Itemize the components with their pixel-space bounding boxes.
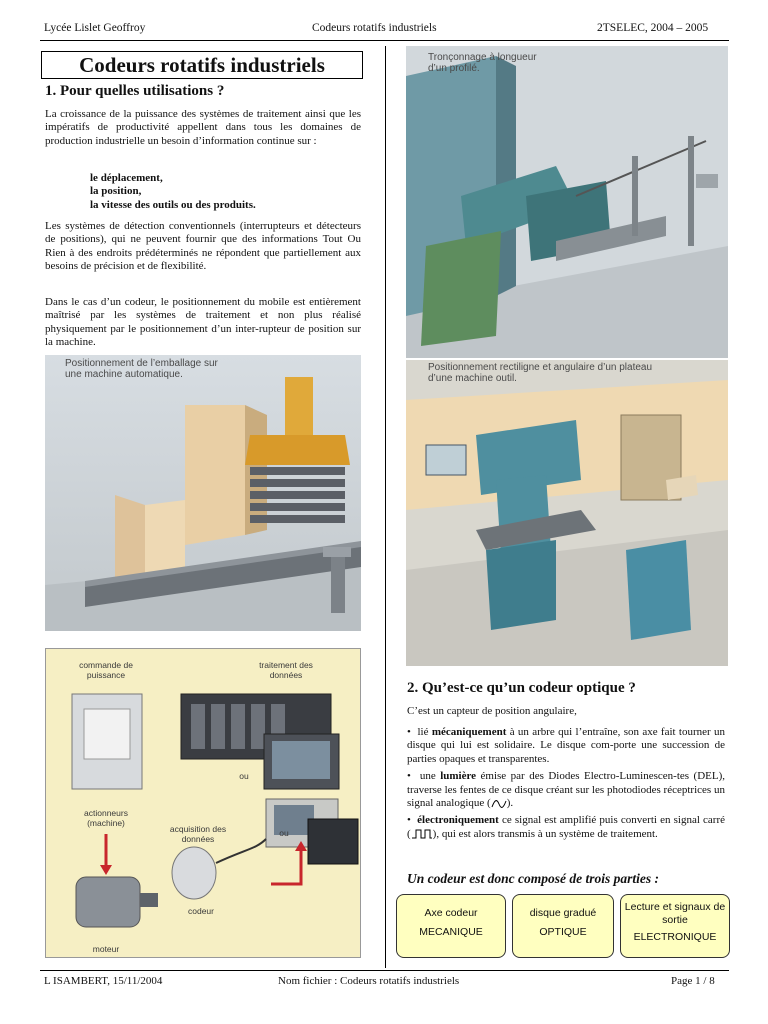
- square-signal-icon: [411, 829, 433, 839]
- label-or-1: ou: [239, 771, 249, 781]
- needs-list: [90, 172, 256, 212]
- list-item: la position,: [90, 185, 142, 198]
- label-encoder: codeur: [188, 906, 214, 916]
- label-actuators: actionneurs (machine): [84, 808, 128, 828]
- automation-chain-diagram: [45, 648, 361, 958]
- section1-paragraph3: Dans le cas d’un codeur, le positionnement du mobile est entièrement maîtrisé par les systèmes de traitement et non plus réalisé physiquement par le positionnement d’un inter-rupteur de position sur la machine.: [45, 296, 361, 349]
- bullet-electronic: • électroniquement ce signal est amplifié puis converti en signal carré ( ), qui est alors transmis à un système de traitement.: [407, 814, 725, 840]
- section2-intro: C’est un capteur de position angulaire,: [407, 705, 577, 717]
- analog-signal-icon: [491, 799, 507, 809]
- section1-paragraph1: La croissance de la puissance des systèmes de traitement ainsi que les impératifs de productivité appellent dans tous les domaines de production industrielle un besoin d’information continue sur :: [45, 108, 361, 147]
- bullet-optical: • une lumière émise par des Diodes Electro-Luminescen-tes (DEL), traverse les fentes de ce disque créant sur les photodiodes réceptrices un signal analogique ( ).: [407, 770, 725, 810]
- footer-rule: [40, 970, 729, 971]
- milling-caption: Positionnement rectiligne et angulaire d’un plateau d’une machine outil.: [428, 362, 653, 384]
- header-rule: [40, 40, 729, 41]
- label-data-processing: traitement des données: [259, 660, 313, 680]
- section1-paragraph2: Les systèmes de détection conventionnels (interrupteurs et détecteurs de positions), qui ne peuvent fournir que des informations Tout Ou Rien à des endroits prédéterminés ne répondent que partiellement aux besoins de précision et de flexibilité.: [45, 220, 361, 273]
- footer-filename: Nom fichier : Codeurs rotatifs industriels: [278, 975, 460, 987]
- footer-page-number: Page 1 / 8: [671, 975, 715, 987]
- header-school: Lycée Lislet Geoffroy: [44, 22, 146, 34]
- bullet-mechanical: • lié mécaniquement à un arbre qui l’entraîne, son axe fait tourner un disque qui lui est solidaire. Le disque com-porte une succession de parties opaques et transparentes.: [407, 726, 725, 765]
- list-item: la vitesse des outils ou des produits.: [90, 198, 256, 211]
- packaging-machine-illustration: [45, 355, 361, 631]
- label-power-control: commande de puissance: [79, 660, 133, 680]
- milling-machine-illustration: [406, 360, 728, 666]
- part-mechanical-axis: Axe codeur MECANIQUE: [396, 894, 506, 958]
- label-motor: moteur: [92, 944, 120, 954]
- header-class-year: 2TSELEC, 2004 – 2005: [597, 22, 709, 34]
- list-item: le déplacement,: [90, 172, 163, 184]
- cutting-caption: Tronçonnage à longueur d’un profilé.: [428, 52, 537, 74]
- footer-author-date: L ISAMBERT, 15/11/2004: [44, 975, 163, 987]
- section1-heading: 1. Pour quelles utilisations ?: [45, 83, 225, 99]
- label-data-acquisition: acquisition des données: [169, 824, 227, 844]
- part-electronic-readout: Lecture et signaux de sortie ELECTRONIQUE: [620, 894, 730, 958]
- encoder-principle-list: [407, 726, 725, 845]
- page-title: Codeurs rotatifs industriels: [41, 51, 363, 79]
- summary-statement: Un codeur est donc composé de trois parties :: [407, 871, 659, 886]
- profile-cutting-illustration: [406, 46, 728, 358]
- label-or-2: ou: [279, 828, 289, 838]
- header-title: Codeurs rotatifs industriels: [312, 22, 437, 34]
- column-divider: [385, 46, 386, 968]
- part-optical-disc: disque gradué OPTIQUE: [512, 894, 614, 958]
- section2-heading: 2. Qu’est-ce qu’un codeur optique ?: [407, 680, 636, 696]
- packaging-caption: Positionnement de l’emballage sur une machine automatique.: [65, 358, 218, 380]
